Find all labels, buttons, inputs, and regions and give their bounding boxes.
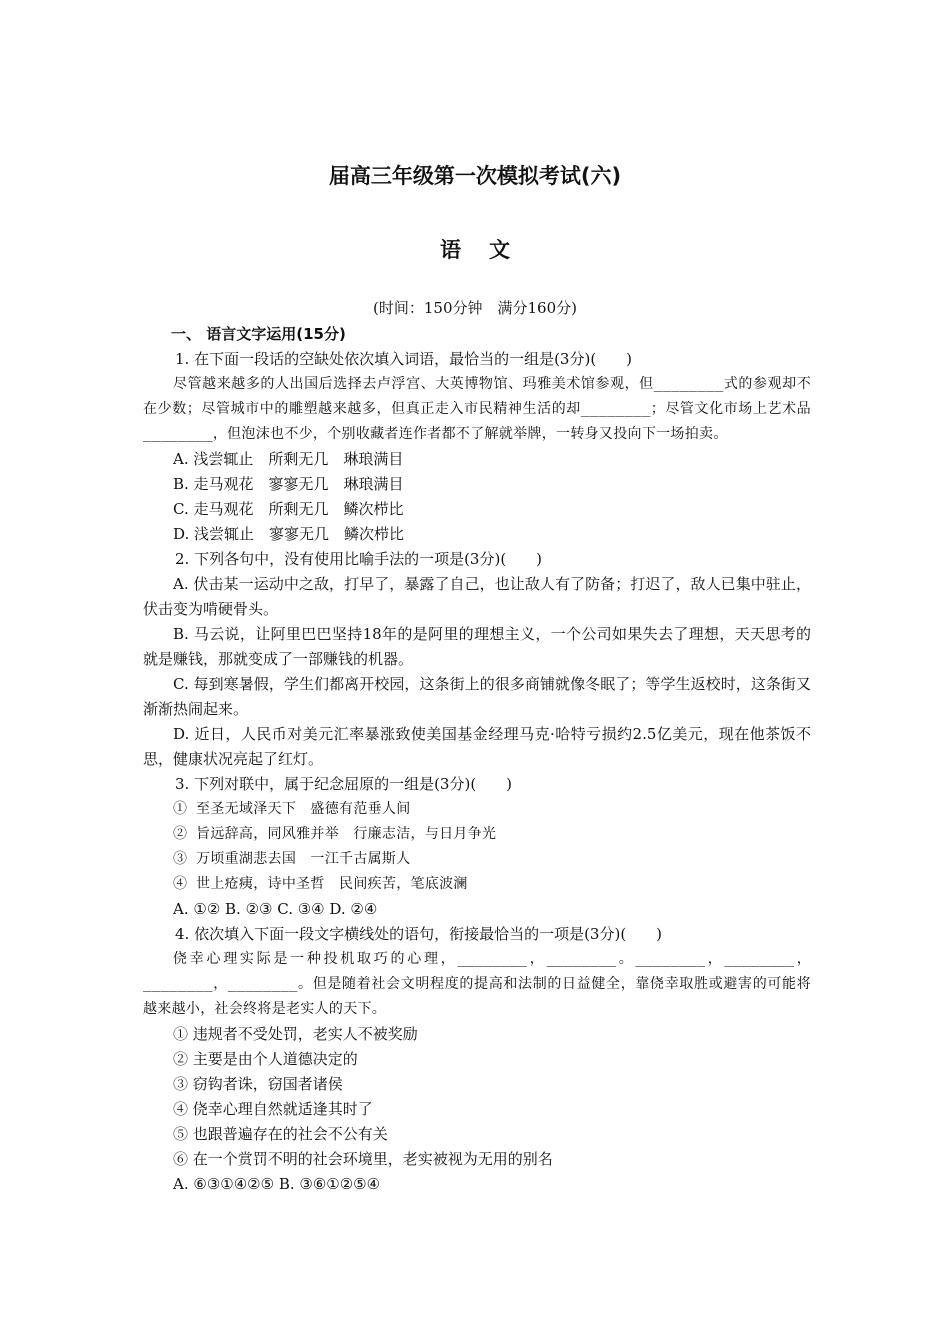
option-c: C. 走马观花 所剩无几 鳞次栉比 [173, 500, 404, 518]
sentence-item: ⑤ 也跟普遍存在的社会不公有关 [173, 1125, 388, 1143]
exam-meta: (时间：150分钟 满分160分) [373, 299, 577, 317]
sentence-item: ② 主要是由个人道德决定的 [173, 1050, 358, 1068]
option-c: C. 每到寒暑假，学生们都离开校园，这条街上的很多商铺就像冬眠了；等学生返校时，这条街又渐渐热闹起来。 [143, 675, 811, 718]
question-2 [143, 547, 811, 772]
couplet-item: ① 至圣无域泽天下 盛德有范垂人间 [173, 801, 411, 817]
option-d: D. 近日，人民币对美元汇率暴涨致使美国基金经理马克·哈特亏损约2.5亿美元，现在他茶饭不思，健康状况亮起了红灯。 [143, 725, 811, 768]
sentence-item: ⑥ 在一个赏罚不明的社会环境里，老实被视为无用的别名 [173, 1150, 553, 1168]
option-b: B. 马云说，让阿里巴巴坚持18年的是阿里的理想主义，一个公司如果失去了理想，天天思考的就是赚钱，那就变成了一部赚钱的机器。 [143, 625, 811, 668]
section-heading: 一、 语言文字运用(15分) [171, 325, 346, 343]
question-passage: 尽管越来越多的人出国后选择去卢浮宫、大英博物馆、玛雅美术馆参观，但________式的参观却不在少数；尽管城市中的雕塑越来越多，但真正走入市民精神生活的却________；尽管文化市场上艺术品________，但泡沫也不少，个别收藏者连作者都不了解就举牌，一转身又投向下一场拍卖。 [143, 376, 811, 442]
option-b: B. 走马观花 寥寥无几 琳琅满目 [173, 475, 404, 493]
option-a: A. 伏击某一运动中之敌，打早了，暴露了自己，也让敌人有了防备；打迟了，敌人已集中驻止，伏击变为啃硬骨头。 [143, 575, 811, 618]
question-stem: 3. 下列对联中，属于纪念屈原的一组是(3分)( ) [175, 775, 513, 793]
exam-content [143, 322, 811, 1197]
question-4 [143, 922, 811, 1197]
couplet-item: ② 旨远辞高，同风雅并举 行廉志洁，与日月争光 [173, 826, 497, 842]
option-a: A. 浅尝辄止 所剩无几 琳琅满目 [173, 450, 404, 468]
question-passage: 侥幸心理实际是一种投机取巧的心理，________，________。________，________，________，________。但是随着社会文明程度的提高和法制的日益健全，靠侥幸取胜或避害的可能将越来越小，社会终将是老实人的天下。 [143, 951, 811, 1017]
sentence-item: ① 违规者不受处罚，老实人不被奖励 [173, 1025, 418, 1043]
option-d: D. 浅尝辄止 寥寥无几 鳞次栉比 [173, 525, 405, 543]
question-stem: 2. 下列各句中，没有使用比喻手法的一项是(3分)( ) [175, 550, 543, 568]
sentence-item: ③ 窃钩者诛，窃国者诸侯 [173, 1075, 343, 1093]
couplet-item: ③ 万顷重湖悲去国 一江千古属斯人 [173, 851, 411, 867]
sentence-item: ④ 侥幸心理自然就适逢其时了 [173, 1100, 373, 1118]
question-1 [143, 347, 811, 547]
question-stem: 1. 在下面一段话的空缺处依次填入词语，最恰当的一组是(3分)( ) [175, 350, 633, 368]
answer-options: A. ①② B. ②③ C. ③④ D. ②④ [173, 900, 378, 918]
exam-title: 届高三年级第一次模拟考试(六) [328, 164, 622, 188]
subject-title: 语文 [440, 238, 538, 262]
question-3 [143, 772, 811, 922]
question-stem: 4. 依次填入下面一段文字横线处的语句，衔接最恰当的一项是(3分)( ) [175, 925, 663, 943]
couplet-item: ④ 世上疮痍，诗中圣哲 民间疾苦，笔底波澜 [173, 876, 468, 892]
answer-options: A. ⑥③①④②⑤ B. ③⑥①②⑤④ [173, 1175, 381, 1193]
